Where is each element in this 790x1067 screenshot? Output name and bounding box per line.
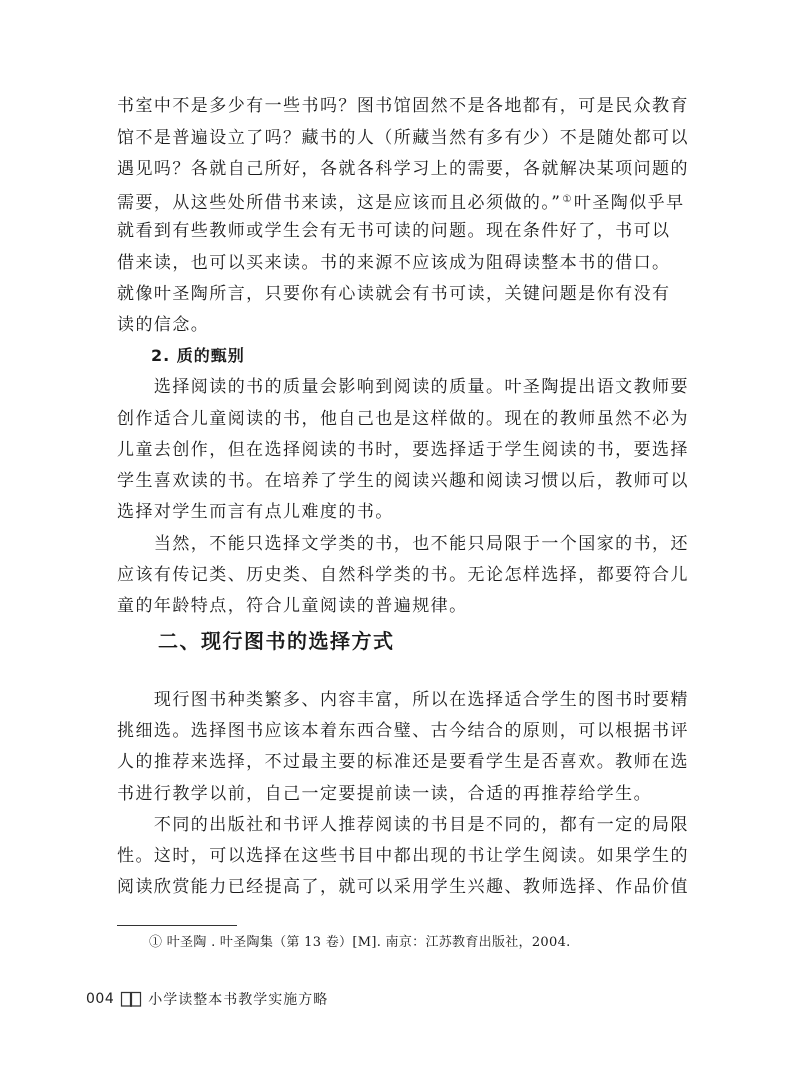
body-line: 当然，不能只选择文学类的书，也不能只局限于一个国家的书，还 xyxy=(117,534,689,554)
body-text: 需要，从这些处所借书来读，这是应该而且必须做的。” xyxy=(117,193,562,213)
body-line: 童的年龄特点，符合儿童阅读的普遍规律。 xyxy=(117,596,468,616)
book-title: 小学读整本书教学实施方略 xyxy=(148,992,329,1008)
body-line: 选择阅读的书的质量会影响到阅读的质量。叶圣陶提出语文教师要 xyxy=(117,377,689,397)
body-line: 人的推荐来选择，不过最主要的标准还是要看学生是否喜欢。教师在选 xyxy=(117,752,689,772)
body-line: 不同的出版社和书评人推荐阅读的书目是不同的，都有一定的局限 xyxy=(117,815,689,835)
body-line: 性。这时，可以选择在这些书目中都出现的书让学生阅读。如果学生的 xyxy=(117,846,689,866)
body-line: 书进行教学以前，自己一定要提前读一读，合适的再推荐给学生。 xyxy=(117,784,653,804)
body-line: 借来读，也可以买来读。书的来源不应该成为阻碍读整本书的借口。 xyxy=(117,253,671,273)
body-line: 儿童去创作，但在选择阅读的书时，要选择适于学生阅读的书，要选择 xyxy=(117,440,689,460)
body-line: 应该有传记类、历史类、自然科学类的书。无论怎样选择，都要符合儿 xyxy=(117,565,689,585)
body-line: 就看到有些教师或学生会有无书可读的问题。现在条件好了，书可以 xyxy=(117,221,671,241)
footnote: ① 叶圣陶 . 叶圣陶集（第 13 卷）[M]. 南京：江苏教育出版社，2004. xyxy=(149,935,571,950)
page-number: 004 xyxy=(86,991,115,1007)
body-line: 现行图书种类繁多、内容丰富，所以在选择适合学生的图书时要精 xyxy=(117,690,689,710)
body-line: 就像叶圣陶所言，只要你有心读就会有书可读，关键问题是你有没有 xyxy=(117,284,671,304)
body-line: 选择对学生而言有点儿难度的书。 xyxy=(117,502,394,522)
body-line: 书室中不是多少有一些书吗？图书馆固然不是各地都有，可是民众教育 xyxy=(117,96,689,116)
body-line: 馆不是普遍设立了吗？藏书的人（所藏当然有多有少）不是随处都可以 xyxy=(117,128,689,148)
open-book-icon xyxy=(120,990,142,1008)
body-text: 叶圣陶似乎早 xyxy=(573,193,685,213)
footnote-divider xyxy=(117,925,237,926)
body-line: 挑细选。选择图书应该本着东西合璧、古今结合的原则，可以根据书评 xyxy=(117,721,689,741)
body-line: 遇见吗？各就自己所好，各就各科学习上的需要，各就解决某项问题的 xyxy=(117,159,689,179)
footnote-marker: ① xyxy=(562,194,573,205)
section-heading: 二、现行图书的选择方式 xyxy=(158,629,395,653)
body-line-with-footnote xyxy=(117,188,685,215)
subsection-heading: 2. 质的甄别 xyxy=(151,346,245,365)
body-line: 读的信念。 xyxy=(117,315,210,335)
body-line: 创作适合儿童阅读的书，他自己也是这样做的。现在的教师虽然不必为 xyxy=(117,409,689,429)
body-line: 阅读欣赏能力已经提高了，就可以采用学生兴趣、教师选择、作品价值 xyxy=(117,877,689,897)
body-line: 学生喜欢读的书。在培养了学生的阅读兴趣和阅读习惯以后，教师可以 xyxy=(117,471,689,491)
page-footer xyxy=(86,988,328,1010)
